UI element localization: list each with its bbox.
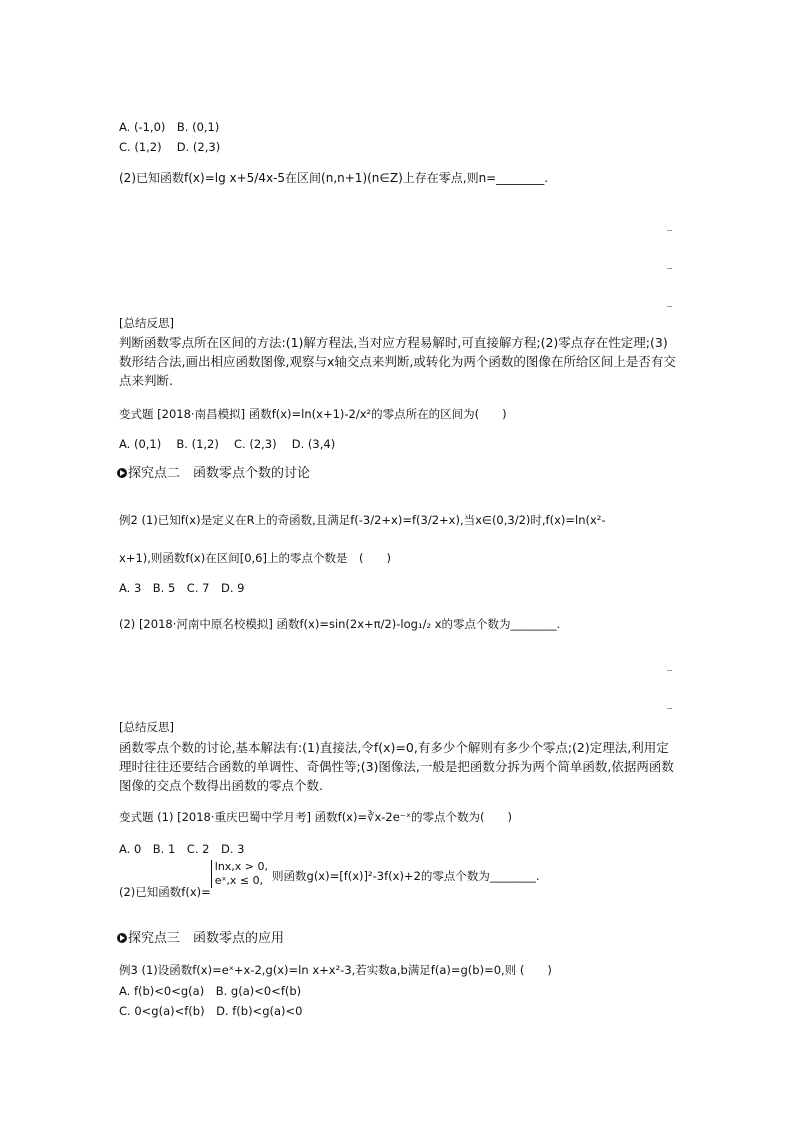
summary-title: [总结反思]: [119, 316, 174, 330]
piecewise-case-1: lnx,x > 0,: [214, 860, 269, 873]
section-heading-3: [117, 930, 284, 948]
variant-2-question: 变式题 (1) [2018·重庆巴蜀中学月考] 函数f(x)=∛x-2e⁻ˣ的零点个数为( ): [119, 810, 512, 824]
margin-mark: [667, 230, 672, 231]
piecewise-suffix: 则函数g(x)=[f(x)]²-3f(x)+2的零点个数为________.: [272, 869, 540, 883]
margin-mark: [667, 306, 672, 307]
piecewise-prefix: (2)已知函数f(x)=: [119, 885, 211, 899]
example-2-options: A. 3 B. 5 C. 7 D. 9: [119, 581, 245, 595]
margin-mark: [667, 268, 672, 269]
margin-mark: [667, 708, 672, 709]
example-2-part-2: (2) [2018·河南中原名校模拟] 函数f(x)=sin(2x+π/2)-log₁/₂ x的零点个数为________.: [119, 617, 561, 631]
variant-question: 变式题 [2018·南昌模拟] 函数f(x)=ln(x+1)-2/x²的零点所在的区间为( ): [119, 407, 507, 421]
section-title: 探究点三 函数零点的应用: [128, 931, 285, 946]
margin-mark: [667, 670, 672, 671]
piecewise-brace: [211, 860, 268, 888]
example-2-part-1-cont: x+1),则函数f(x)在区间[0,6]上的零点个数是 ( ): [119, 551, 391, 565]
section-bullet-icon: [117, 468, 127, 478]
options-line-2: C. (1,2) D. (2,3): [119, 140, 221, 154]
example-3-question: 例3 (1)设函数f(x)=eˣ+x-2,g(x)=ln x+x²-3,若实数a,b满足f(a)=g(b)=0,则 ( ): [119, 963, 552, 977]
question-2-text: (2)已知函数f(x)=lg x+5/4x-5在区间(n,n+1)(n∈Z)上存在零点,则n=________.: [119, 171, 549, 185]
piecewise-case-2: eˣ,x ≤ 0,: [214, 874, 264, 887]
section-bullet-icon: [117, 933, 127, 943]
variant-2-options: A. 0 B. 1 C. 2 D. 3: [119, 842, 245, 856]
options-line-1: A. (-1,0) B. (0,1): [119, 120, 220, 134]
summary-paragraph: 判断函数零点所在区间的方法:(1)解方程法,当对应方程易解时,可直接解方程;(2)零点存在性定理;(3)数形结合法,画出相应函数图像,观察与x轴交点来判断,或转化为两个函数的图像在所给区间上是否有交点来判断.: [119, 335, 676, 388]
summary-paragraph: 函数零点个数的讨论,基本解法有:(1)直接法,令f(x)=0,有多少个解则有多少个零点;(2)定理法,利用定理时往往还要结合函数的单调性、奇偶性等;(3)图像法,一般是把函数分拆为两个简单函数,依据两函数图像的交点个数得出函数的零点个数.: [119, 740, 674, 793]
example-3-options-1: A. f(b)<0<g(a) B. g(a)<0<f(b): [119, 984, 302, 998]
variant-options: A. (0,1) B. (1,2) C. (2,3) D. (3,4): [119, 437, 336, 451]
example-3-options-2: C. 0<g(a)<f(b) D. f(b)<g(a)<0: [119, 1004, 303, 1018]
variant-2-part-2: [119, 860, 540, 899]
section-heading-2: [117, 465, 310, 483]
example-2-part-1: 例2 (1)已知f(x)是定义在R上的奇函数,且满足f(-3/2+x)=f(3/2+x),当x∈(0,3/2)时,f(x)=ln(x²-: [119, 513, 606, 527]
section-title: 探究点二 函数零点个数的讨论: [128, 466, 311, 481]
summary-title: [总结反思]: [119, 720, 174, 734]
